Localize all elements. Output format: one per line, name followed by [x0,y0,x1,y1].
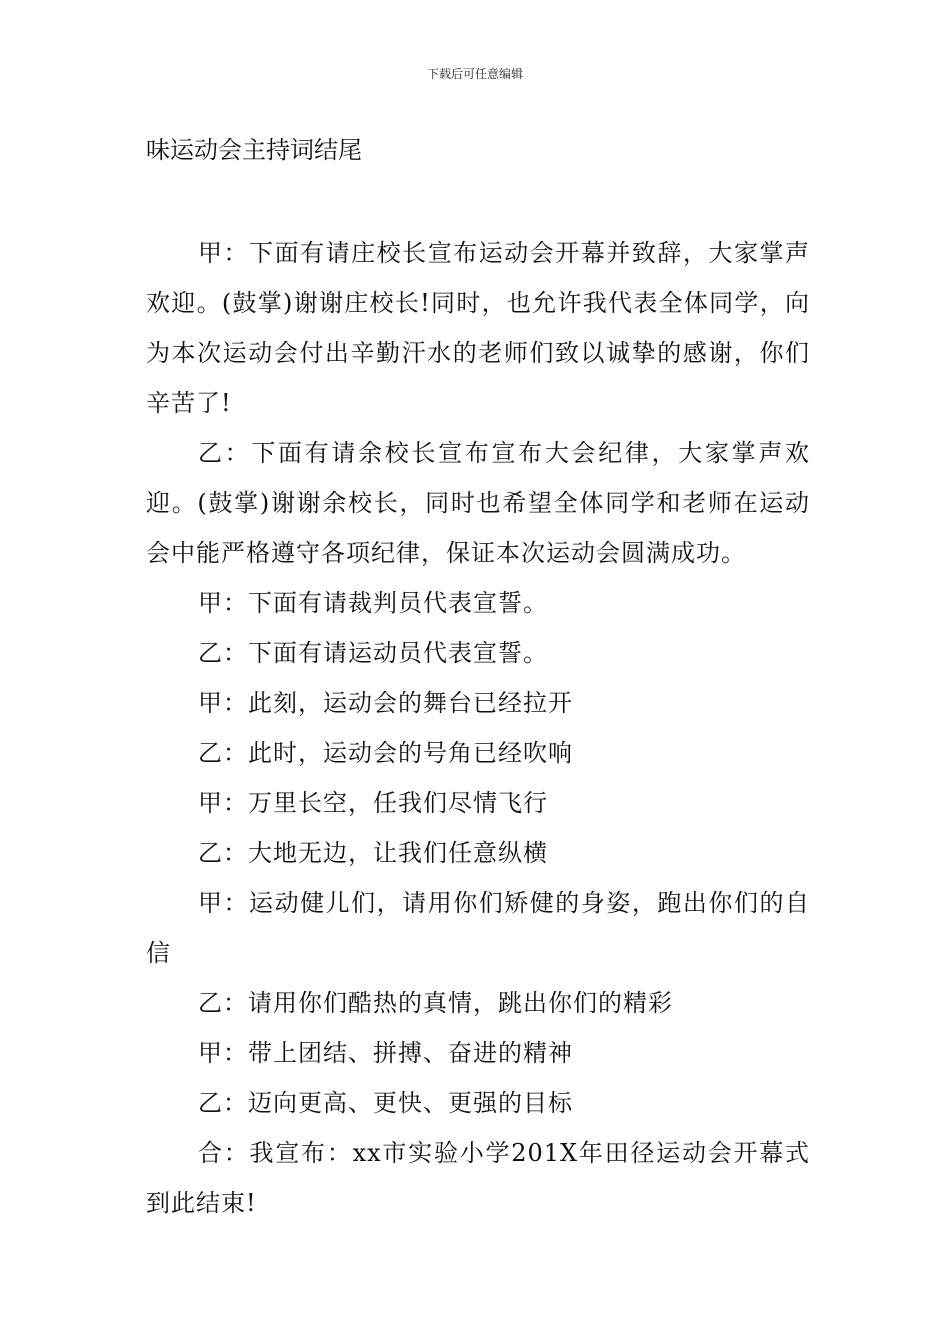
paragraph-12: 乙：迈向更高、更快、更强的目标 [198,1089,573,1117]
document-title: 味运动会主持词结尾 [146,136,362,164]
paragraph-13: 合：我宣布：xx市实验小学201X年田径运动会开幕式到此结束! [146,1139,810,1217]
paragraph-9: 甲：运动健儿们，请用你们矫健的身姿，跑出你们的自信 [146,889,810,967]
paragraph-1: 甲：下面有请庄校长宣布运动会开幕并致辞，大家掌声欢迎。(鼓掌)谢谢庄校长!同时，也允许我代表全体同学，向为本次运动会付出辛勤汗水的老师们致以诚挚的感谢，你们辛苦了! [146,239,810,417]
paragraph-7: 甲：万里长空，任我们尽情飞行 [198,789,548,817]
paragraph-5: 甲：此刻，运动会的舞台已经拉开 [198,689,573,717]
paragraph-11: 甲：带上团结、拼搏、奋进的精神 [198,1039,573,1067]
paragraph-2: 乙：下面有请余校长宣布宣布大会纪律，大家掌声欢迎。(鼓掌)谢谢余校长，同时也希望全体同学和老师在运动会中能严格遵守各项纪律，保证本次运动会圆满成功。 [146,439,810,567]
document-body [146,228,810,1228]
paragraph-10: 乙：请用你们酷热的真情，跳出你们的精彩 [198,989,673,1017]
paragraph-6: 乙：此时，运动会的号角已经吹响 [198,739,573,767]
paragraph-4: 乙：下面有请运动员代表宣誓。 [198,639,548,667]
header-note: 下载后可任意编辑 [426,67,523,81]
paragraph-8: 乙：大地无边，让我们任意纵横 [198,839,548,867]
paragraph-3: 甲：下面有请裁判员代表宣誓。 [198,589,548,617]
